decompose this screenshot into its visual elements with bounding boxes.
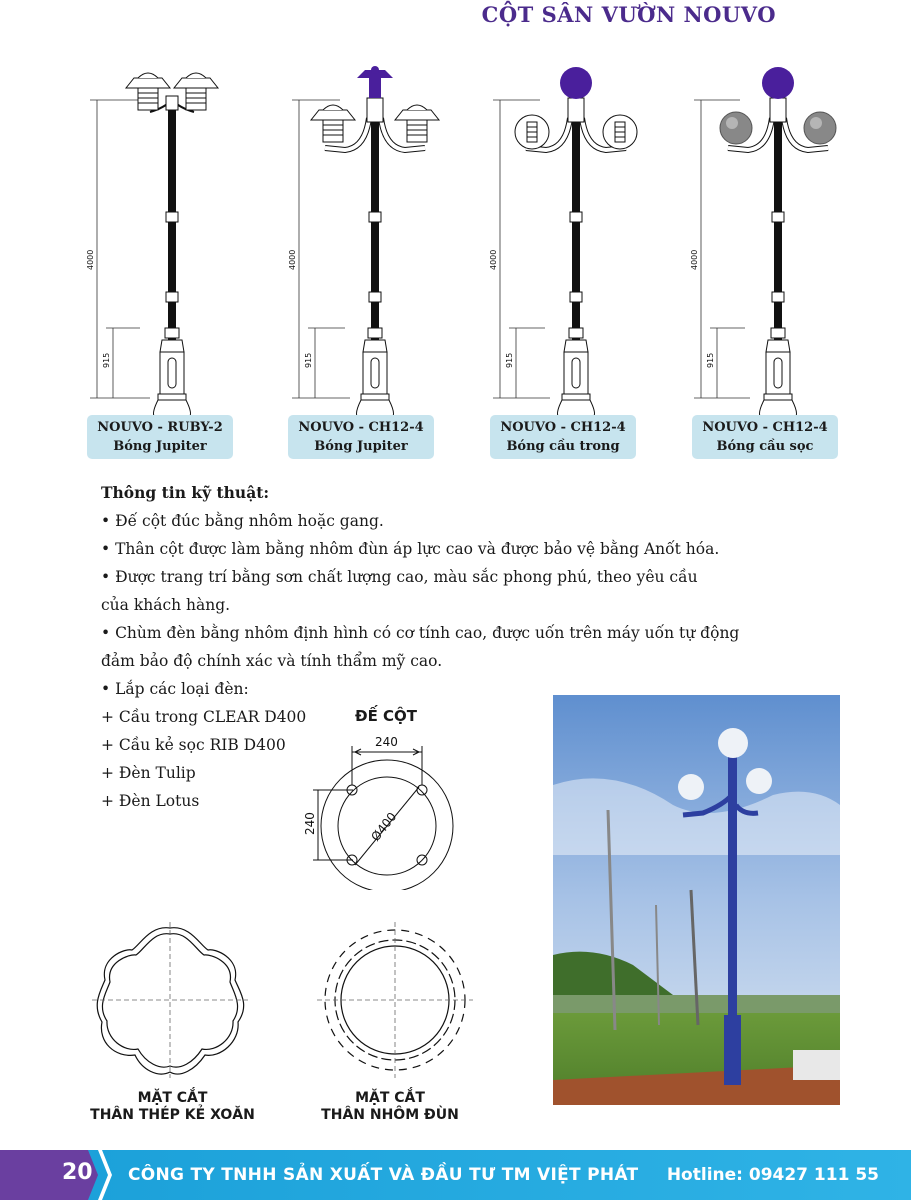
hotline: Hotline: 09427 111 55 bbox=[666, 1165, 879, 1185]
dim-915-3: 915 bbox=[505, 352, 514, 368]
page-number: 20 bbox=[62, 1160, 93, 1185]
product-label-2 bbox=[288, 415, 434, 459]
spec-line: • Chùm đèn bằng nhôm định hình có cơ tính cao, được uốn trên máy uốn tự động bbox=[101, 624, 740, 642]
pole-ch12-4-ribbed bbox=[720, 67, 836, 430]
section-label-line: MẶT CẮT bbox=[137, 1090, 208, 1106]
dim-4000-2: 4000 bbox=[288, 249, 297, 270]
company-name: CÔNG TY TNHH SẢN XUẤT VÀ ĐẦU TƯ TM VIỆT PHÁT bbox=[128, 1165, 639, 1185]
dim-915-2: 915 bbox=[304, 352, 313, 368]
base-height-label: 240 bbox=[303, 812, 317, 835]
section-label-line: MẶT CẮT bbox=[355, 1090, 425, 1106]
spec-line: + Đèn Tulip bbox=[101, 764, 196, 782]
section-label-line: THÂN THÉP KẺ XOĂN bbox=[90, 1107, 255, 1123]
dim-4000-1: 4000 bbox=[86, 249, 95, 270]
pole-ch12-4-clear bbox=[515, 67, 637, 430]
spec-line: • Được trang trí bằng sơn chất lượng cao, màu sắc phong phú, theo yêu cầu bbox=[101, 568, 698, 586]
pole-ruby-2 bbox=[126, 73, 218, 430]
spec-line: • Thân cột được làm bằng nhôm đùn áp lực cao và được bảo vệ bằng Anốt hóa. bbox=[101, 540, 720, 558]
product-lamp: Bóng cầu trong bbox=[506, 439, 620, 454]
pole-drawings bbox=[0, 0, 911, 470]
spec-line: • Đế cột đúc bằng nhôm hoặc gang. bbox=[101, 512, 384, 530]
dim-4000-4: 4000 bbox=[690, 249, 699, 270]
dim-4000-3: 4000 bbox=[489, 249, 498, 270]
footer bbox=[0, 1150, 911, 1200]
section-steel-label bbox=[80, 1090, 265, 1124]
base-title: ĐẾ CỘT bbox=[355, 707, 418, 725]
product-model: NOUVO - CH12-4 bbox=[702, 420, 828, 435]
spec-line: + Đèn Lotus bbox=[101, 792, 200, 810]
product-label-1 bbox=[87, 415, 233, 459]
product-photo bbox=[553, 695, 840, 1105]
product-model: NOUVO - CH12-4 bbox=[500, 420, 626, 435]
product-model: NOUVO - CH12-4 bbox=[298, 420, 424, 435]
section-aluminum-drawing bbox=[315, 920, 475, 1080]
pole-ch12-4-jupiter bbox=[311, 66, 439, 430]
product-lamp: Bóng cầu sọc bbox=[716, 439, 814, 454]
section-label-line: THÂN NHÔM ĐÙN bbox=[321, 1107, 459, 1123]
product-lamp: Bóng Jupiter bbox=[314, 439, 408, 454]
product-lamp: Bóng Jupiter bbox=[113, 439, 207, 454]
spec-line: của khách hàng. bbox=[101, 596, 231, 614]
product-model: NOUVO - RUBY-2 bbox=[97, 420, 223, 435]
spec-line: + Cầu kẻ sọc RIB D400 bbox=[101, 736, 286, 754]
product-label-3 bbox=[490, 415, 636, 459]
spec-line: đảm bảo độ chính xác và tính thẩm mỹ cao. bbox=[101, 652, 443, 670]
dim-915-4: 915 bbox=[706, 352, 715, 368]
product-label-4 bbox=[692, 415, 838, 459]
page-title: CỘT SÂN VƯỜN NOUVO bbox=[481, 2, 776, 27]
base-width-label: 240 bbox=[375, 735, 398, 749]
dimension-lines bbox=[90, 100, 750, 398]
section-aluminum-label bbox=[305, 1090, 475, 1124]
spec-line: + Cầu trong CLEAR D400 bbox=[101, 708, 307, 726]
spec-line: • Lắp các loại đèn: bbox=[101, 680, 249, 698]
dim-915-1: 915 bbox=[102, 352, 111, 368]
base-diameter-label: Ø400 bbox=[368, 809, 400, 844]
base-drawing bbox=[295, 730, 465, 890]
chevron-right-icon bbox=[98, 1150, 112, 1200]
section-steel-drawing bbox=[90, 920, 250, 1080]
specs-heading: Thông tin kỹ thuật: bbox=[101, 483, 270, 502]
